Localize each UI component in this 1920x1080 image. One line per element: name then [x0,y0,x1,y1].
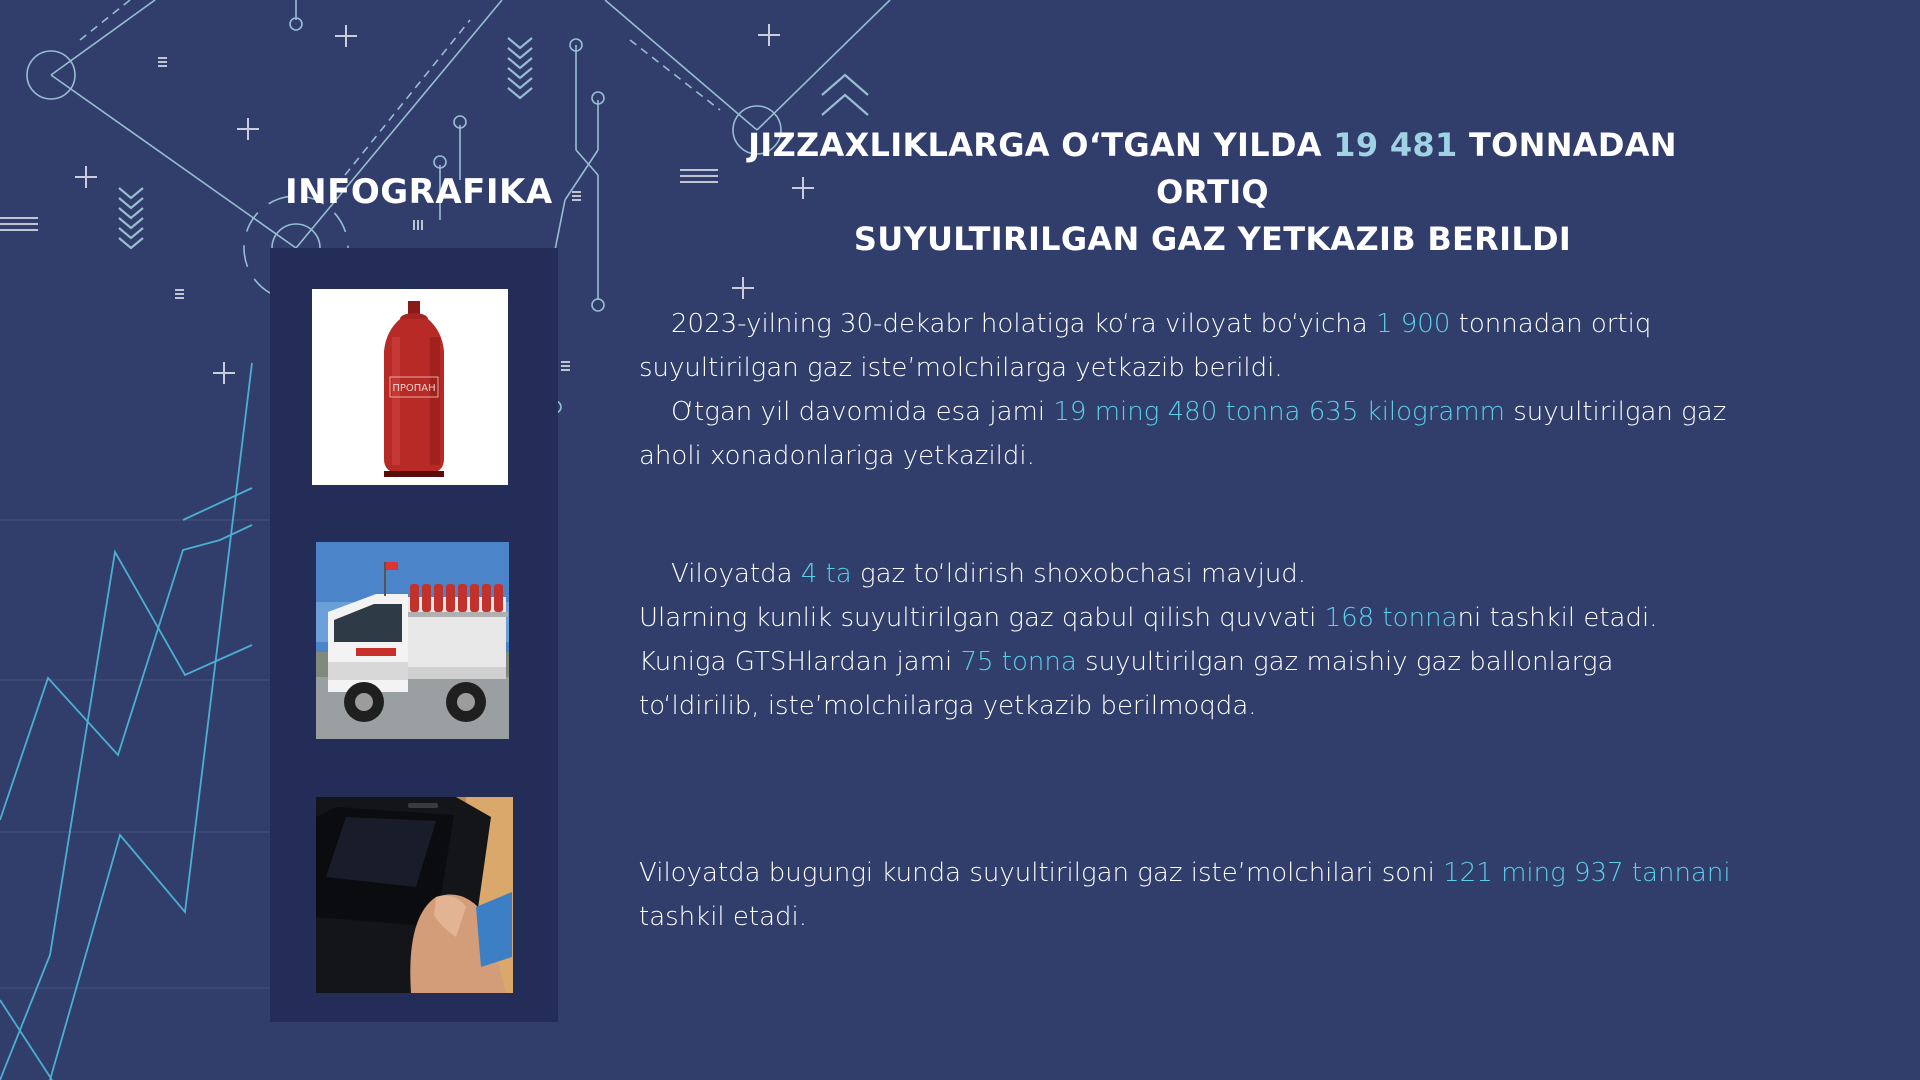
p2-highlight-3: 75 tonna [960,647,1077,677]
headline-highlight: 19 481 [1333,126,1458,164]
p1-highlight-2: 19 ming 480 tonna 635 kilogramm [1053,397,1505,427]
p2-text-d: ni tashkil etadi. Kuniga GTSHlardan jami [639,603,1658,677]
infografika-title: INFOGRAFIKA [285,172,553,212]
p3-highlight-1: 121 ming 937 tannani [1443,858,1731,888]
delivery-truck-image [316,542,509,739]
paragraph-deliveries [639,302,1739,478]
gas-cylinder-image [312,289,508,485]
p2-highlight-2: 168 tonna [1324,603,1458,633]
p1-highlight-1: 1 900 [1375,309,1451,339]
p1-text-c: O‘tgan yil davomida esa jami [671,397,1054,427]
headline-line2: SUYULTIRILGAN GAZ YETKAZIB BERILDI [853,220,1572,258]
paragraph-consumers [639,851,1739,939]
p2-text-e: suyultirilgan gaz maishiy gaz ballonlarga to‘ldirilib, iste’molchilarga yetkazib berilmoqda. [639,647,1614,721]
p1-text-a: 2023-yilning 30-dekabr holatiga ko‘ra viloyat bo‘yicha [671,309,1376,339]
headline-part1: JIZZAXLIKLARGA O‘TGAN YILDA [748,126,1334,164]
p3-text-b: tashkil etadi. [639,902,808,932]
cylinder-label: ПРОПАН [392,383,436,394]
phone-payment-image [316,797,513,993]
main-headline [690,122,1735,263]
p2-text-b: gaz to‘ldirish shoxobchasi mavjud. [851,559,1307,589]
p3-text-a: Viloyatda bugungi kunda suyultirilgan gaz iste’molchilari soni [639,858,1444,888]
p2-highlight-1: 4 ta [800,559,852,589]
p2-text-a: Viloyatda [671,559,801,589]
headline-part2: TONNADAN ORTIQ [1156,126,1677,211]
p1-text-b: tonnadan ortiq suyultirilgan gaz iste’molchilarga yetkazib berildi. [639,309,1652,383]
paragraph-filling-stations [639,552,1739,728]
p1-text-d: suyultirilgan gaz aholi xonadonlariga yetkazildi. [639,397,1727,471]
p2-text-c: Ularning kunlik suyultirilgan gaz qabul qilish quvvati [639,603,1325,633]
